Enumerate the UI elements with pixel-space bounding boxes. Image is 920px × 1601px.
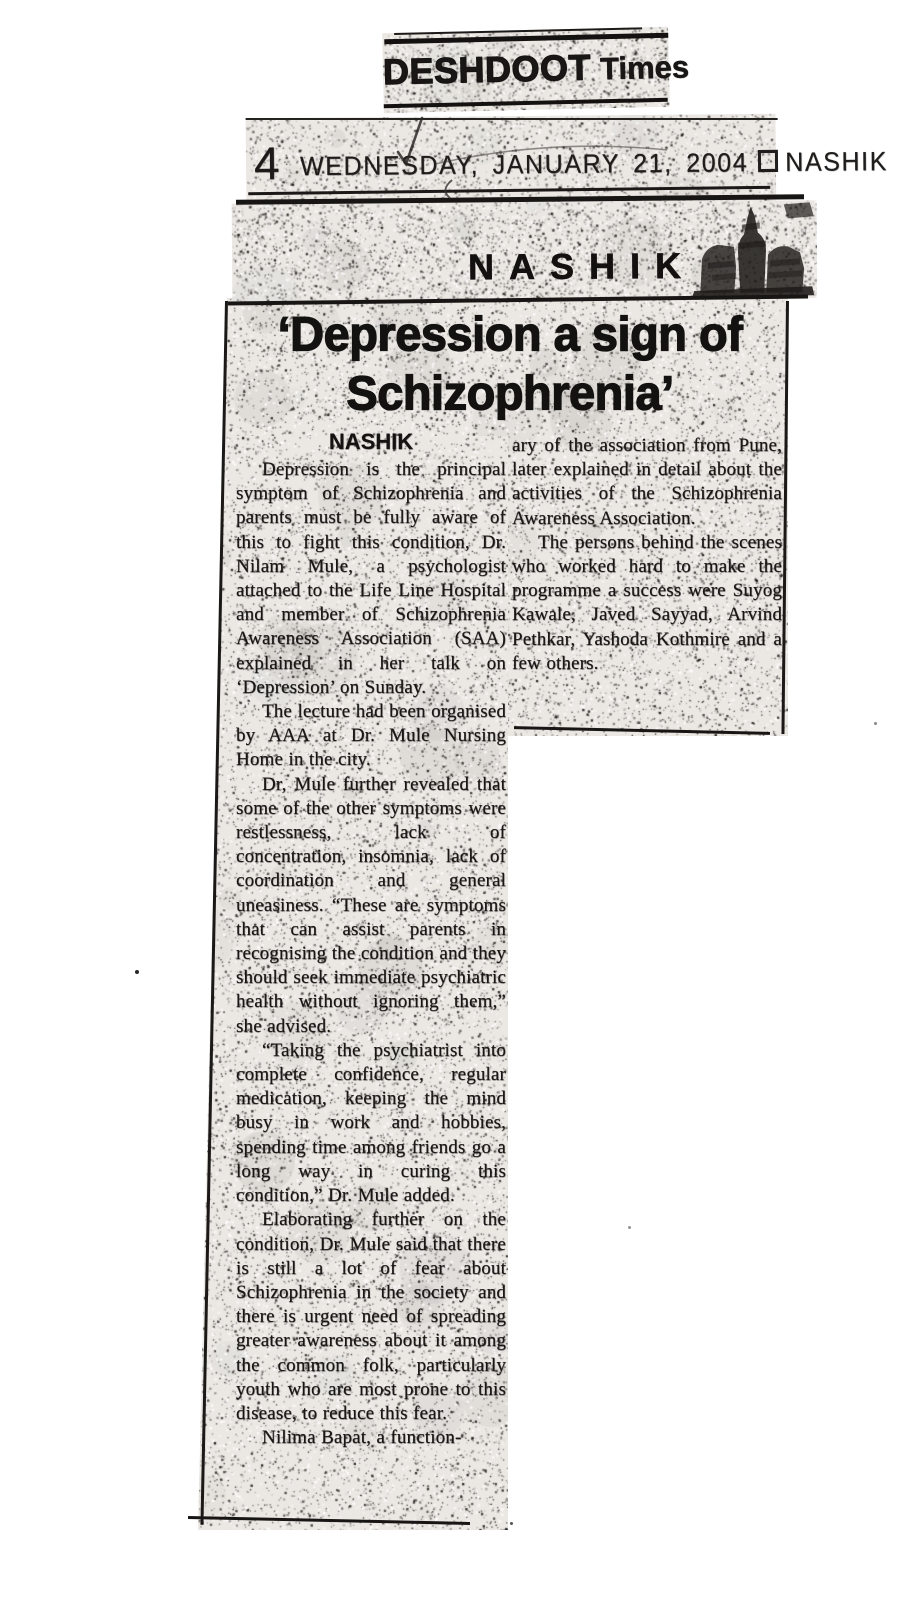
article-left-column: [236, 458, 506, 1450]
masthead-title-main: DESHDOOT: [382, 46, 592, 93]
edition-city: NASHIK: [785, 146, 889, 178]
article-paragraph: Depression is the principal symptom of Schizophrenia and parents must be fully aware of this to fight this condition, Dr. Nilam Mule, a psychologist attached to the Life Line Hospital and member of Schizophrenia Awareness Association (SAA) explained in her talk on ‘Depression’ on Sunday.: [236, 459, 506, 698]
date-text: WEDNESDAY, JANUARY 21, 2004: [299, 147, 749, 182]
date-band-rule-top: [246, 118, 778, 120]
pen-squiggle-icon: [440, 178, 460, 204]
article-paragraph: ary of the association from Pune, later explained in detail about the activities of the Schizophrenia Awareness Association.: [512, 435, 782, 529]
article-paragraph: Nilima Bapat, a function-: [262, 1427, 462, 1449]
article-right-column: [512, 434, 782, 676]
page-number: 4: [253, 137, 280, 190]
section-title: NASHIK: [467, 244, 697, 288]
temple-illustration: [688, 202, 819, 297]
masthead-title-sub: Times: [599, 49, 690, 87]
section-band: [232, 200, 818, 302]
article-paragraph: The lecture had been organised by AAA at Dr. Mule Nursing Home in the city.: [236, 701, 506, 771]
article-dateline: NASHIK: [328, 429, 414, 454]
headline-line2: Schizophrenia’: [346, 365, 674, 420]
scan-speck: [874, 722, 877, 725]
article-paragraph: Dr, Mule further revealed that some of the other symptoms were restlessness, lack of concentration, insomnia, lack of coordination and general uneasiness. “These are symptoms that can assist parents in recognising the condition and they should seek immediate psychiatric health without ignoring them,” she advised.: [236, 773, 506, 1037]
article-paragraph: “Taking the psychiatrist into complete confidence, regular medication, keeping the mind busy in work and hobbies, spending time among friends go a long way in curing this condition,” Dr. Mule added.: [236, 1039, 506, 1207]
scan-speck: [628, 1226, 631, 1229]
scan-speck: [510, 1522, 513, 1525]
article-headline: [232, 304, 788, 421]
pen-arc-icon: [433, 144, 669, 170]
open-square-icon: [758, 150, 778, 172]
masthead: [382, 27, 690, 113]
scan-speck: [135, 970, 139, 974]
pen-checkmark-icon: [394, 112, 428, 170]
article-paragraph: The persons behind the scenes who worked hard to make the programme a success were Suyog Kawale, Javed Sayyad, Arvind Pethkar, Yashoda Kothmire and a few others.: [512, 531, 782, 674]
masthead-title: [382, 45, 690, 93]
article-paragraph: Elaborating further on the condition, Dr. Mule said that there is still a lot of fear about Schizophrenia in the society and there is urgent need of spreading greater awareness about it among the common folk, particularly youth who are most prone to this disease, to reduce this fear.: [236, 1209, 506, 1424]
headline-line1: ‘Depression a sign of: [277, 306, 743, 361]
